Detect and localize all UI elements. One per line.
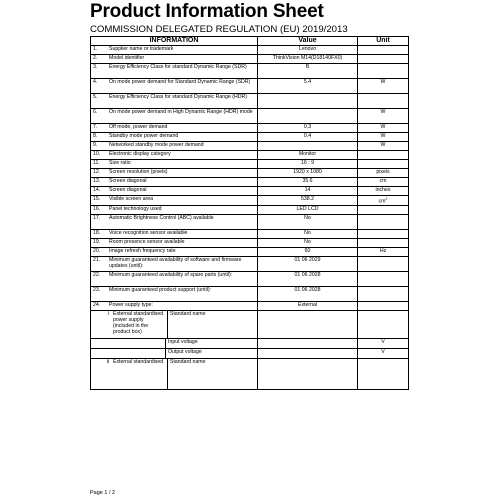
row-number: 23. bbox=[93, 286, 101, 293]
row-label: Minimum guaranteed availability of software and firmware updates (until): bbox=[109, 256, 242, 269]
table-row bbox=[91, 124, 409, 133]
row-number: 15. bbox=[93, 196, 101, 202]
page-title: Product Information Sheet bbox=[90, 1, 324, 22]
unit-cell bbox=[358, 358, 409, 389]
header-unit: Unit bbox=[358, 37, 409, 46]
unit-cell: W bbox=[358, 79, 409, 94]
value-cell bbox=[258, 338, 358, 348]
table-row bbox=[91, 358, 409, 389]
psu-field-label: Standard name bbox=[167, 311, 257, 338]
unit-cell bbox=[358, 64, 409, 79]
unit-cell: V bbox=[358, 348, 409, 358]
table-header-row bbox=[91, 37, 409, 46]
value-cell: 5.4 bbox=[258, 79, 358, 94]
value-cell: ThinkVision M14(D18140FX0) bbox=[258, 55, 358, 64]
psu-label: External standardised power supply (included in the product box) bbox=[113, 310, 164, 335]
unit-cell bbox=[358, 238, 409, 247]
psu-info-cell bbox=[91, 358, 258, 389]
table-row bbox=[91, 46, 409, 55]
value-cell bbox=[258, 310, 358, 338]
info-cell bbox=[91, 256, 258, 271]
info-cell bbox=[91, 178, 258, 187]
unit-cell bbox=[358, 94, 409, 109]
value-cell bbox=[258, 109, 358, 124]
psu-info-cell bbox=[91, 338, 258, 348]
row-label: Standby mode power demand bbox=[109, 133, 179, 139]
table-row bbox=[91, 142, 409, 151]
table-row bbox=[91, 286, 409, 301]
psu-marker: i bbox=[107, 310, 109, 317]
unit-cell: inches bbox=[358, 187, 409, 196]
page-footer: Page 1 / 2 bbox=[90, 490, 116, 496]
unit-cell bbox=[358, 229, 409, 238]
info-cell bbox=[91, 160, 258, 169]
table-row bbox=[91, 160, 409, 169]
row-number: 20. bbox=[93, 247, 101, 254]
value-cell bbox=[258, 94, 358, 109]
table-row bbox=[91, 196, 409, 206]
info-cell bbox=[91, 109, 258, 124]
info-cell bbox=[91, 205, 258, 214]
table-row bbox=[91, 94, 409, 109]
table-row bbox=[91, 169, 409, 178]
row-label: Electronic display category bbox=[109, 151, 171, 157]
unit-cell: W bbox=[358, 109, 409, 124]
value-cell: 01 06 2028 bbox=[258, 271, 358, 286]
psu-info-cell bbox=[91, 348, 258, 358]
table-row bbox=[91, 178, 409, 187]
psu-info-cell bbox=[91, 310, 258, 338]
value-cell bbox=[258, 142, 358, 151]
table-row bbox=[91, 238, 409, 247]
value-cell: No bbox=[258, 214, 358, 229]
row-label: On mode power demand in High Dynamic Range (HDR) mode bbox=[109, 109, 253, 115]
table-row bbox=[91, 348, 409, 358]
row-number: 3. bbox=[93, 64, 98, 70]
unit-cell bbox=[358, 286, 409, 301]
row-label: Power supply type: bbox=[109, 301, 153, 308]
info-cell bbox=[91, 229, 258, 238]
table-row bbox=[91, 109, 409, 124]
value-cell: 0.4 bbox=[258, 133, 358, 142]
row-number: 11. bbox=[93, 160, 100, 166]
info-cell bbox=[91, 286, 258, 301]
value-cell: 01 06 2029 bbox=[258, 256, 358, 271]
unit-cell: Hz bbox=[358, 247, 409, 256]
psu-spacer bbox=[91, 349, 165, 358]
row-number: 18. bbox=[93, 229, 101, 236]
row-label: Screen diagonal bbox=[109, 187, 147, 193]
row-number: 14. bbox=[93, 187, 101, 193]
regulation-subtitle: COMMISSION DELEGATED REGULATION (EU) 2019/2013 bbox=[90, 24, 348, 35]
psu-field-label: Standard name bbox=[167, 359, 257, 389]
row-label: Size ratio bbox=[109, 160, 131, 166]
unit-cell bbox=[358, 205, 409, 214]
row-number: 24. bbox=[93, 301, 101, 308]
row-label: On mode power demand for Standard Dynamic Range (SDR) bbox=[109, 79, 251, 85]
table-row bbox=[91, 256, 409, 271]
value-cell bbox=[258, 358, 358, 389]
row-number: 12. bbox=[93, 169, 101, 175]
table-row bbox=[91, 338, 409, 348]
unit-cell bbox=[358, 271, 409, 286]
info-cell bbox=[91, 247, 258, 256]
unit-cell: W bbox=[358, 133, 409, 142]
value-cell: 14 bbox=[258, 187, 358, 196]
header-value: Value bbox=[258, 37, 358, 46]
table-row bbox=[91, 64, 409, 79]
table-row bbox=[91, 55, 409, 64]
info-cell bbox=[91, 214, 258, 229]
psu-marker: ii bbox=[106, 358, 109, 365]
info-cell bbox=[91, 187, 258, 196]
value-cell: 60 bbox=[258, 247, 358, 256]
row-number: 8. bbox=[93, 133, 98, 139]
info-cell bbox=[91, 124, 258, 133]
header-information: INFORMATION bbox=[91, 37, 258, 46]
value-cell: 1920 x 1080 bbox=[258, 169, 358, 178]
table-row bbox=[91, 79, 409, 94]
row-label: Energy Efficiency Class for standard Dynamic Range (SDR) bbox=[109, 64, 247, 70]
row-number: 13. bbox=[93, 178, 101, 184]
info-cell bbox=[91, 151, 258, 160]
info-cell bbox=[91, 271, 258, 286]
table-row bbox=[91, 214, 409, 229]
row-label: Screen diagonal bbox=[109, 178, 147, 184]
row-label: Minimum guaranteed availability of spare parts (until): bbox=[109, 271, 233, 278]
unit-cell: $cm^2$ bbox=[358, 196, 409, 206]
unit-cell bbox=[358, 214, 409, 229]
table-row bbox=[91, 205, 409, 214]
row-number: 9. bbox=[93, 142, 98, 148]
row-label: Visible screen area bbox=[109, 196, 154, 202]
psu-field-label: Input voltage bbox=[165, 339, 257, 348]
unit-cell bbox=[358, 310, 409, 338]
unit-cell: V bbox=[358, 338, 409, 348]
information-table bbox=[90, 36, 409, 390]
row-label: Screen resolution (pixels) bbox=[109, 169, 168, 175]
unit-cell bbox=[358, 160, 409, 169]
value-cell: 35.6 bbox=[258, 178, 358, 187]
table-row bbox=[91, 187, 409, 196]
row-number: 17. bbox=[93, 214, 101, 221]
row-number: 16. bbox=[93, 205, 101, 212]
value-cell: No bbox=[258, 238, 358, 247]
row-number: 10. bbox=[93, 151, 101, 157]
row-label: Minimum guaranteed product support (until): bbox=[109, 286, 212, 293]
info-cell bbox=[91, 79, 258, 94]
info-cell bbox=[91, 46, 258, 55]
row-number: 21. bbox=[93, 256, 101, 263]
value-cell: 01 06 2028 bbox=[258, 286, 358, 301]
row-label: Image refresh frequency rate bbox=[109, 247, 176, 254]
info-cell bbox=[91, 133, 258, 142]
info-cell bbox=[91, 94, 258, 109]
value-cell: Lenovo bbox=[258, 46, 358, 55]
unit-cell: pixels bbox=[358, 169, 409, 178]
value-cell: 0.3 bbox=[258, 124, 358, 133]
value-cell: B bbox=[258, 64, 358, 79]
row-label: Off mode, power demand bbox=[109, 124, 168, 130]
row-number: 7. bbox=[93, 124, 98, 130]
table-row bbox=[91, 247, 409, 256]
row-number: 1. bbox=[93, 46, 98, 52]
info-cell bbox=[91, 301, 258, 310]
row-number: 19. bbox=[93, 238, 101, 245]
unit-cell: W bbox=[358, 142, 409, 151]
row-number: 22. bbox=[93, 271, 101, 278]
table-row bbox=[91, 151, 409, 160]
row-label: Automatic Brightness Control (ABC) available bbox=[109, 214, 214, 221]
table-row bbox=[91, 133, 409, 142]
row-number: 5. bbox=[93, 94, 98, 100]
unit-cell bbox=[358, 301, 409, 310]
unit-cell bbox=[358, 55, 409, 64]
value-cell: Monitor bbox=[258, 151, 358, 160]
unit-cell bbox=[358, 151, 409, 160]
table-row bbox=[91, 229, 409, 238]
value-cell: 538.2 bbox=[258, 196, 358, 206]
unit-cell: W bbox=[358, 124, 409, 133]
psu-label: External standardised bbox=[113, 358, 164, 365]
row-label: Room presence sensor available bbox=[109, 238, 185, 245]
row-label: Panel technology used bbox=[109, 205, 162, 212]
row-label: Voice recognition sensor available bbox=[109, 229, 188, 236]
value-cell bbox=[258, 348, 358, 358]
table-row bbox=[91, 271, 409, 286]
row-number: 2. bbox=[93, 55, 98, 61]
info-cell bbox=[91, 169, 258, 178]
row-number: 4. bbox=[93, 79, 98, 85]
row-label: Model identifier bbox=[109, 55, 145, 61]
info-cell bbox=[91, 142, 258, 151]
row-number: 6. bbox=[93, 109, 98, 115]
value-cell: No bbox=[258, 229, 358, 238]
row-label: Networked standby mode power demand bbox=[109, 142, 204, 148]
value-cell: External bbox=[258, 301, 358, 310]
unit-cell bbox=[358, 256, 409, 271]
psu-spacer bbox=[91, 339, 165, 348]
table-row bbox=[91, 310, 409, 338]
row-label: Supplier name or trademark bbox=[109, 46, 174, 52]
psu-field-label: Output voltage bbox=[165, 349, 257, 358]
value-cell: 16 : 9 bbox=[258, 160, 358, 169]
unit-cell bbox=[358, 46, 409, 55]
info-cell bbox=[91, 64, 258, 79]
unit-superscript: 2 bbox=[385, 197, 388, 201]
info-cell bbox=[91, 238, 258, 247]
info-cell bbox=[91, 196, 258, 206]
info-cell bbox=[91, 55, 258, 64]
unit-cell: cm bbox=[358, 178, 409, 187]
value-cell: LED LCD bbox=[258, 205, 358, 214]
table-row bbox=[91, 301, 409, 310]
row-label: Energy Efficiency Class for standard Dynamic Range (HDR) bbox=[109, 94, 248, 100]
